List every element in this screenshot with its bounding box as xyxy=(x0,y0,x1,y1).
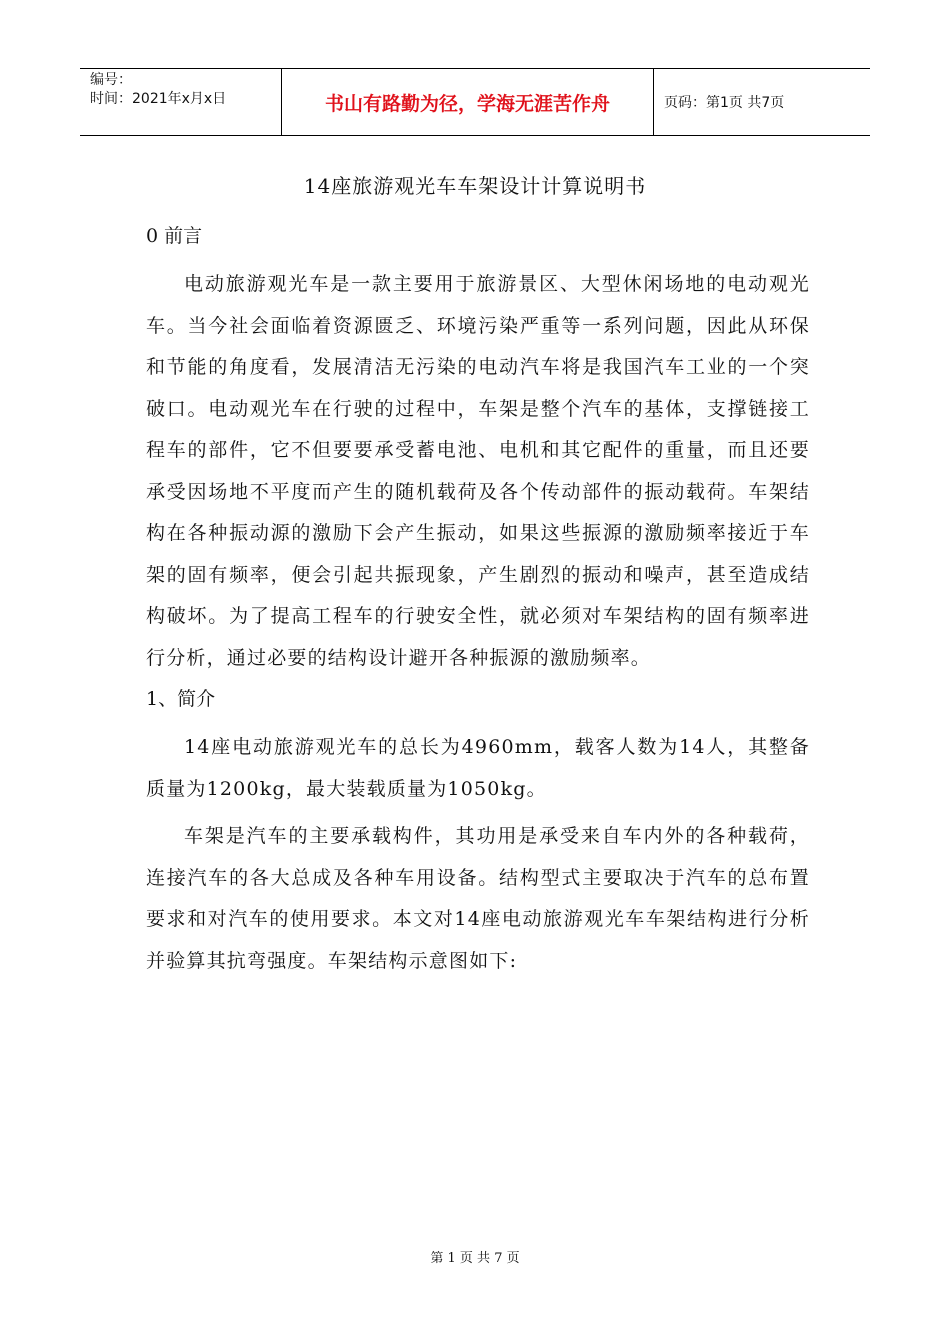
document-body xyxy=(146,222,810,988)
document-number-label: 编号： xyxy=(90,72,132,88)
document-header xyxy=(80,68,870,136)
page-footer: 第 1 页 共 7 页 xyxy=(430,1251,520,1266)
intro-paragraph-2: 车架是汽车的主要承载构件，其功用是承受来自车内外的各种载荷，连接汽车的各大总成及各种车用设备。结构型式主要取决于汽车的总布置要求和对汽车的使用要求。本文对14座电动旅游观光车车架结构进行分析并验算其抗弯强度。车架结构示意图如下: xyxy=(146,825,810,972)
intro-paragraph-1: 14座电动旅游观光车的总长为4960mm，载客人数为14人，其整备质量为1200kg，最大装载质量为1050kg。 xyxy=(146,736,810,800)
document-date-label: 时间：2021年x月x日 xyxy=(90,91,227,107)
section-heading-foreword: 0 前言 xyxy=(146,225,203,247)
header-motto: 书山有路勤为径，学海无涯苦作舟 xyxy=(282,69,654,135)
foreword-paragraph: 电动旅游观光车是一款主要用于旅游景区、大型休闲场地的电动观光车。当今社会面临着资源匮乏、环境污染严重等一系列问题，因此从环保和节能的角度看，发展清洁无污染的电动汽车将是我国汽车工业的一个突破口。电动观光车在行驶的过程中，车架是整个汽车的基体，支撑链接工程车的部件，它不但要要承受蓄电池、电机和其它配件的重量，而且还要承受因场地不平度而产生的随机载荷及各个传动部件的振动载荷。车架结构在各种振动源的激励下会产生振动，如果这些振源的激励频率接近于车架的固有频率，便会引起共振现象，产生剧烈的振动和噪声，甚至造成结构破坏。为了提高工程车的行驶安全性，就必须对车架结构的固有频率进行分析，通过必要的结构设计避开各种振源的激励频率。 xyxy=(146,273,810,669)
document-title: 14座旅游观光车车架设计计算说明书 xyxy=(303,174,647,198)
header-page-info: 页码：第1页 共7页 xyxy=(664,95,785,111)
section-heading-intro: 1、简介 xyxy=(146,688,216,710)
header-meta-cell xyxy=(80,69,282,135)
